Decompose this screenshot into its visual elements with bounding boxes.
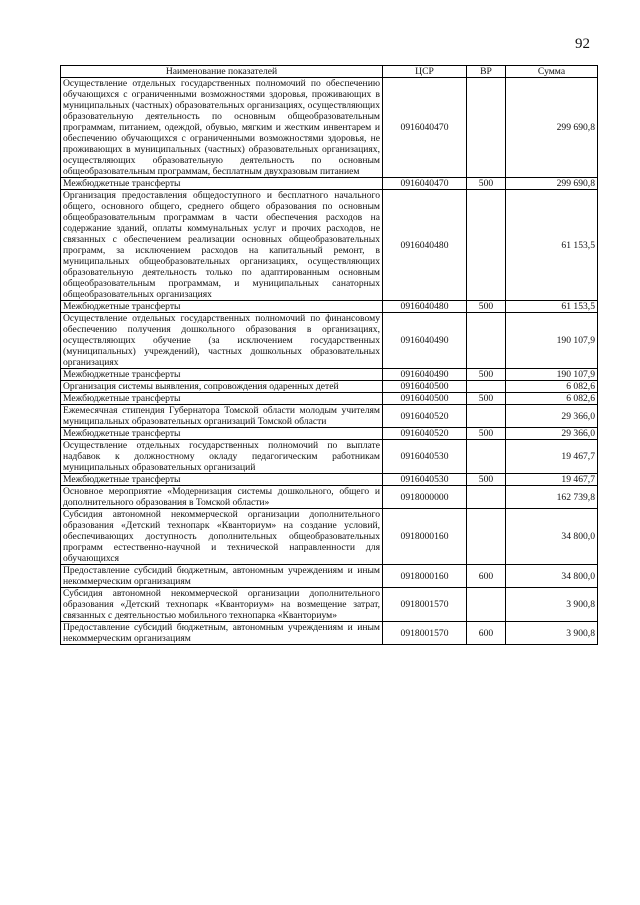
table-row — [61, 565, 598, 588]
row-vr — [467, 486, 506, 509]
table-row — [61, 509, 598, 565]
row-name: Осуществление отдельных государственных полномочий по финансовому обеспечению получения дошкольного образования в организациях, осуществляющих обучение (за исключением государственных (муниципальных) учреждений), частных дошкольных образовательных организациях — [61, 313, 383, 369]
row-name: Организация предоставления общедоступного и бесплатного начального общего, основного общего, среднего общего образования по основным общеобразовательным программам в части обеспечения расходов на содержание зданий, оплаты коммунальных услуг и прочих расходов, не связанных с обеспечением реализации основных общеобразовательных программ, за исключением расходов на капитальный ремонт, в муниципальных общеобразовательных организациях, осуществляющих образовательную деятельность только по адаптированным основным общеобразовательным программам, и муниципальных санаторных общеобразовательных организациях — [61, 190, 383, 301]
table-row — [61, 369, 598, 381]
row-sum: 61 153,5 — [506, 301, 598, 313]
row-vr: 500 — [467, 178, 506, 190]
table-row — [61, 301, 598, 313]
row-sum: 19 467,7 — [506, 440, 598, 474]
row-name: Ежемесячная стипендия Губернатора Томской области молодым учителям муниципальных образовательных организаций Томской области — [61, 405, 383, 428]
row-sum: 190 107,9 — [506, 369, 598, 381]
row-name: Предоставление субсидий бюджетным, автономным учреждениям и иным некоммерческим организациям — [61, 565, 383, 588]
row-vr: 600 — [467, 622, 506, 645]
row-vr — [467, 440, 506, 474]
row-name: Осуществление отдельных государственных полномочий по выплате надбавок к должностному окладу педагогическим работникам муниципальных образовательных организаций — [61, 440, 383, 474]
header-sum: Сумма — [506, 66, 598, 78]
row-csr: 0916040490 — [383, 313, 467, 369]
row-csr: 0916040470 — [383, 78, 467, 178]
table-header-row — [61, 66, 598, 78]
row-name: Осуществление отдельных государственных полномочий по обеспечению обучающихся с ограниченными возможностями здоровья, проживающих в муниципальных (частных) образовательных организациях, осуществляющих образовательную деятельность по основным общеобразовательным программам, питанием, одеждой, обувью, мягким и жестким инвентарем и обеспечению обучающихся с ограниченными возможностями здоровья, не проживающих в муниципальных (частных) образовательных организациях, осуществляющих образовательную деятельность по основным общеобразовательным программам, бесплатным двухразовым питанием — [61, 78, 383, 178]
row-name: Организация системы выявления, сопровождения одаренных детей — [61, 381, 383, 393]
row-csr: 0918000160 — [383, 565, 467, 588]
row-csr: 0916040470 — [383, 178, 467, 190]
table-row — [61, 405, 598, 428]
row-vr — [467, 588, 506, 622]
row-name: Межбюджетные трансферты — [61, 428, 383, 440]
row-name: Предоставление субсидий бюджетным, автономным учреждениям и иным некоммерческим организациям — [61, 622, 383, 645]
row-vr — [467, 313, 506, 369]
row-sum: 3 900,8 — [506, 588, 598, 622]
table-row — [61, 393, 598, 405]
table-row — [61, 428, 598, 440]
row-name: Межбюджетные трансферты — [61, 178, 383, 190]
row-sum: 34 800,0 — [506, 509, 598, 565]
row-csr: 0916040490 — [383, 369, 467, 381]
row-vr: 500 — [467, 428, 506, 440]
row-vr — [467, 509, 506, 565]
row-csr: 0916040500 — [383, 381, 467, 393]
row-name: Межбюджетные трансферты — [61, 474, 383, 486]
row-csr: 0916040500 — [383, 393, 467, 405]
row-sum: 162 739,8 — [506, 486, 598, 509]
row-sum: 299 690,8 — [506, 178, 598, 190]
row-sum: 299 690,8 — [506, 78, 598, 178]
row-csr: 0916040520 — [383, 405, 467, 428]
row-name: Межбюджетные трансферты — [61, 301, 383, 313]
row-vr: 500 — [467, 369, 506, 381]
table-row — [61, 486, 598, 509]
table-row — [61, 313, 598, 369]
row-csr: 0916040480 — [383, 301, 467, 313]
header-name: Наименование показателей — [61, 66, 383, 78]
table-row — [61, 622, 598, 645]
row-csr: 0916040530 — [383, 440, 467, 474]
row-name: Основное мероприятие «Модернизация системы дошкольного, общего и дополнительного образования в Томской области» — [61, 486, 383, 509]
table-row — [61, 440, 598, 474]
row-name: Межбюджетные трансферты — [61, 393, 383, 405]
row-vr: 500 — [467, 301, 506, 313]
row-vr — [467, 381, 506, 393]
table-row — [61, 381, 598, 393]
row-vr — [467, 190, 506, 301]
row-csr: 0916040530 — [383, 474, 467, 486]
row-sum: 29 366,0 — [506, 428, 598, 440]
row-sum: 6 082,6 — [506, 381, 598, 393]
row-name: Субсидия автономной некоммерческой организации дополнительного образования «Детский технопарк «Кванториум» на возмещение затрат, связанных с деятельностью мобильного технопарка «Кванториум» — [61, 588, 383, 622]
row-csr: 0916040480 — [383, 190, 467, 301]
header-vr: ВР — [467, 66, 506, 78]
row-sum: 3 900,8 — [506, 622, 598, 645]
row-vr: 500 — [467, 474, 506, 486]
row-sum: 190 107,9 — [506, 313, 598, 369]
row-sum: 61 153,5 — [506, 190, 598, 301]
table-row — [61, 78, 598, 178]
row-csr: 0918000160 — [383, 509, 467, 565]
table-row — [61, 474, 598, 486]
row-csr: 0918001570 — [383, 622, 467, 645]
table-row — [61, 190, 598, 301]
table-row — [61, 588, 598, 622]
row-csr: 0916040520 — [383, 428, 467, 440]
row-name: Субсидия автономной некоммерческой организации дополнительного образования «Детский технопарк «Кванториум» на создание условий, обеспечивающих доступность дополнительных общеобразовательных программ естественно-научной и технической направленности для обучающихся — [61, 509, 383, 565]
header-csr: ЦСР — [383, 66, 467, 78]
budget-table — [60, 65, 598, 645]
row-sum: 34 800,0 — [506, 565, 598, 588]
row-vr: 600 — [467, 565, 506, 588]
row-vr — [467, 78, 506, 178]
row-name: Межбюджетные трансферты — [61, 369, 383, 381]
row-vr — [467, 405, 506, 428]
row-sum: 19 467,7 — [506, 474, 598, 486]
row-sum: 6 082,6 — [506, 393, 598, 405]
row-csr: 0918001570 — [383, 588, 467, 622]
table-row — [61, 178, 598, 190]
row-csr: 0918000000 — [383, 486, 467, 509]
row-vr: 500 — [467, 393, 506, 405]
row-sum: 29 366,0 — [506, 405, 598, 428]
page-number: 92 — [575, 36, 590, 52]
